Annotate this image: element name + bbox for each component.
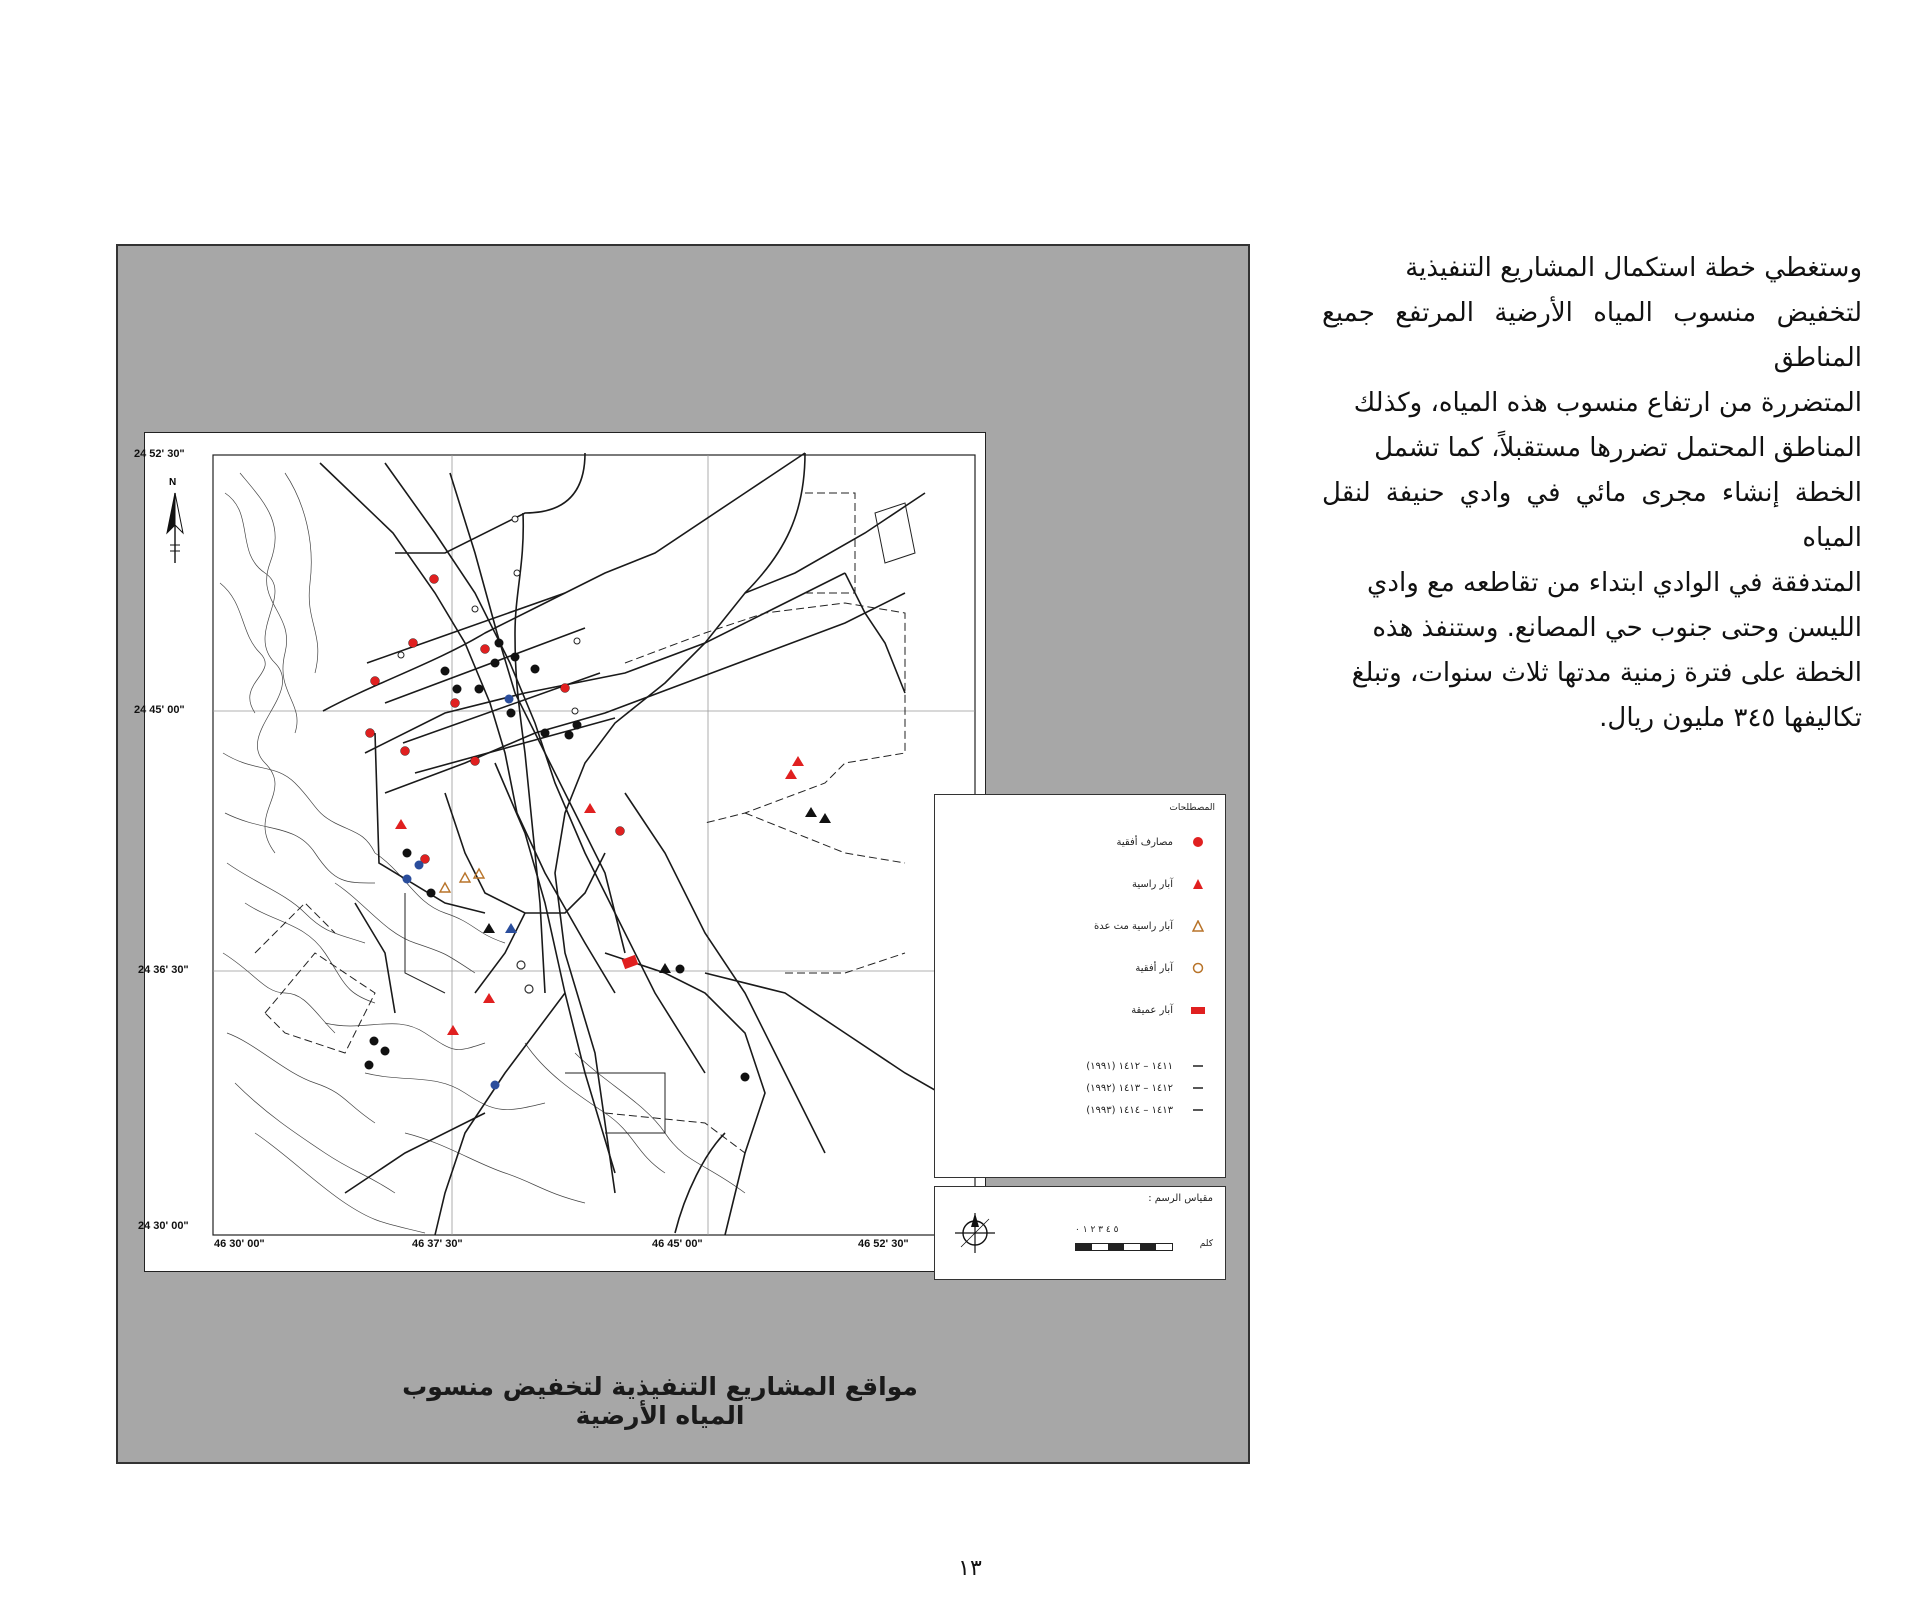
scale-label: مقياس الرسم :: [1148, 1193, 1213, 1204]
body-paragraph: [1322, 246, 1862, 741]
drain-marker: [441, 667, 450, 676]
paragraph-line: وستغطي خطة استكمال المشاريع التنفيذية: [1405, 253, 1862, 283]
figure-caption: مواقع المشاريع التنفيذية لتخفيض منسوب المياه الأرضية: [402, 1372, 918, 1430]
lon-label: 46 52' 30": [858, 1238, 909, 1250]
paragraph-line: لتخفيض منسوب المياه الأرضية المرتفع جميع المناطق: [1322, 298, 1862, 373]
drain-marker: [541, 729, 550, 738]
paragraph-line: الخطة إنشاء مجرى مائي في وادي حنيفة لنقل المياه: [1322, 478, 1862, 553]
well-marker: [483, 923, 495, 933]
legend-item: [1094, 915, 1209, 937]
well-marker: [785, 769, 797, 779]
drain-marker: [475, 685, 484, 694]
well-marker: [805, 807, 817, 817]
legend-period-label: ١٤١٢ – ١٤١٣ (١٩٩٢): [1086, 1082, 1173, 1094]
drain-marker: [381, 1047, 390, 1056]
markers-black-triangles: [483, 807, 831, 973]
outline-circle-icon: [1187, 957, 1209, 979]
drain-marker: [401, 747, 410, 756]
multi-well-marker: [460, 873, 470, 882]
horizontal-well-marker: [517, 961, 525, 969]
dash-icon: [1187, 1077, 1209, 1099]
drain-marker: [511, 653, 520, 662]
drain-marker: [565, 731, 574, 740]
red-rect-icon: [1187, 999, 1209, 1021]
grid-lines: [213, 455, 975, 1235]
north-arrow: [167, 493, 183, 563]
markers-outline-circles: [517, 961, 533, 993]
drain-marker: [453, 685, 462, 694]
map-frame: [144, 432, 986, 1272]
paragraph-line: المناطق المحتمل تضررها مستقبلاً، كما تشمل: [1374, 433, 1862, 463]
scale-box: [934, 1186, 1226, 1280]
legend-item: [1135, 957, 1209, 979]
page-number: ١٣: [958, 1556, 982, 1581]
markers-blue-circles: [403, 695, 514, 1090]
paragraph-line: الخطة على فترة زمنية مدتها ثلاث سنوات، وتبلغ: [1351, 658, 1862, 688]
legend-item-label: آبار راسية مت عدة: [1094, 920, 1173, 932]
compass-rose-icon: [945, 1203, 1005, 1263]
paragraph-line: المتدفقة في الوادي ابتداء من تقاطعه مع وادي: [1367, 568, 1862, 598]
drain-marker: [481, 645, 490, 654]
lat-label: 24 30' 00": [138, 1220, 189, 1232]
paragraph-line: المتضررة من ارتفاع منسوب هذه المياه، وكذلك: [1353, 388, 1862, 418]
red-circle-icon: [1187, 831, 1209, 853]
red-triangle-icon: [1187, 873, 1209, 895]
drain-marker: [676, 965, 685, 974]
intersection-markers: [398, 516, 580, 714]
legend-item: [1117, 831, 1209, 853]
paragraph-line: الليسن وحتى جنوب حي المصانع. وستنفذ هذه: [1372, 613, 1862, 643]
legend-period-label: ١٤١١ – ١٤١٢ (١٩٩١): [1086, 1060, 1173, 1072]
drain-marker: [741, 1073, 750, 1082]
lat-label: 24 36' 30": [138, 964, 189, 976]
well-marker: [395, 819, 407, 829]
dash-icon: [1187, 1099, 1209, 1121]
well-marker: [483, 993, 495, 1003]
drain-marker: [573, 721, 582, 730]
drain-marker: [409, 639, 418, 648]
scale-bar: [1075, 1243, 1173, 1251]
markers-blue-triangles: [505, 923, 517, 933]
drain-marker: [505, 695, 514, 704]
paragraph-line: تكاليفها ٣٤٥ مليون ريال.: [1599, 703, 1862, 733]
well-marker: [584, 803, 596, 813]
well-marker: [792, 756, 804, 766]
legend-period: [1086, 1055, 1209, 1077]
drain-marker: [491, 659, 500, 668]
legend-period: [1086, 1099, 1209, 1121]
drain-marker: [415, 861, 424, 870]
deep-well-marker: [622, 955, 639, 969]
drain-marker: [403, 849, 412, 858]
drain-marker: [616, 827, 625, 836]
legend-item: [1132, 873, 1209, 895]
drain-marker: [491, 1081, 500, 1090]
zone-boxes: [405, 503, 915, 1133]
well-marker: [819, 813, 831, 823]
legend-item-label: آبار أفقية: [1135, 962, 1173, 974]
drain-marker: [365, 1061, 374, 1070]
drain-marker: [403, 875, 412, 884]
drain-marker: [366, 729, 375, 738]
markers-outline-triangles: [440, 869, 484, 892]
legend-period: [1086, 1077, 1209, 1099]
drain-marker: [427, 889, 436, 898]
legend-title: المصطلحات: [1169, 803, 1215, 813]
legend-item-label: آبار راسية: [1132, 878, 1173, 890]
drain-marker: [495, 639, 504, 648]
lat-label: 24 52' 30": [134, 448, 185, 460]
legend-period-label: ١٤١٣ – ١٤١٤ (١٩٩٣): [1086, 1104, 1173, 1116]
drain-marker: [561, 684, 570, 693]
north-label: N: [169, 477, 177, 488]
legend-item-label: مصارف أفقية: [1116, 836, 1173, 848]
multi-well-marker: [440, 883, 450, 892]
scale-numbers: ٥ ٤ ٣ ٢ ١ ٠: [1075, 1225, 1119, 1235]
drain-marker: [370, 1037, 379, 1046]
drain-marker: [471, 757, 480, 766]
legend-item-label: آبار عميقة: [1131, 1004, 1173, 1016]
lon-label: 46 37' 30": [412, 1238, 463, 1250]
drain-marker: [507, 709, 516, 718]
well-marker: [447, 1025, 459, 1035]
drain-marker: [430, 575, 439, 584]
map-drawing: [145, 433, 985, 1271]
markers-red-triangles: [395, 756, 804, 1035]
drain-marker: [371, 677, 380, 686]
drain-marker: [451, 699, 460, 708]
drain-marker: [531, 665, 540, 674]
lon-label: 46 45' 00": [652, 1238, 703, 1250]
well-marker: [659, 963, 671, 973]
map-legend: [934, 794, 1226, 1178]
lat-label: 24 45' 00": [134, 704, 185, 716]
dash-icon: [1187, 1055, 1209, 1077]
lon-label: 46 30' 00": [214, 1238, 265, 1250]
horizontal-well-marker: [525, 985, 533, 993]
well-marker: [505, 923, 517, 933]
outline-triangle-icon: [1187, 915, 1209, 937]
legend-item: [1131, 999, 1209, 1021]
scale-unit: كلم: [1199, 1239, 1213, 1249]
